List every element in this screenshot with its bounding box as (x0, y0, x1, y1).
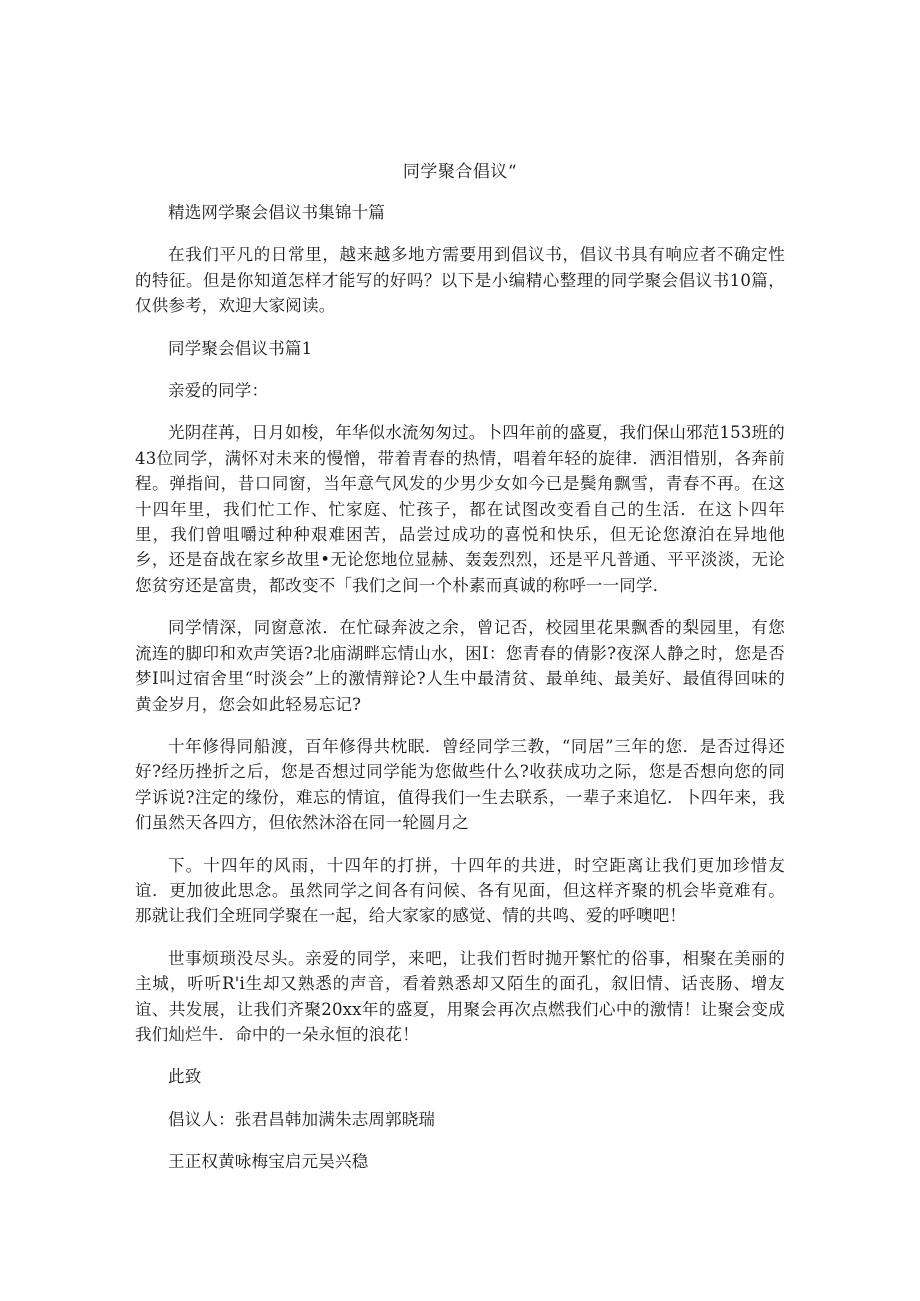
section-heading: 同学聚会倡议书篇1 (168, 338, 313, 358)
body-paragraph: 十年修得同船渡，百年修得共枕眠．曾经同学三教，“同居”三年的您．是否过得还好?经历挫折之后，您是否想过同学能为您做些什么?收获成功之际，您是否想向您的同学诉说?注定的缘份，难忘的情谊，值得我们一生去联系，一辈子来追忆．卜四年来，我们虽然天各四方，但依然沐浴在同一轮圆月之 (135, 736, 785, 833)
signatories-continued: 王正权黄咏梅宝启元吴兴稳 (168, 1152, 369, 1172)
body-paragraph: 同学情深，同窗意浓．在忙碌奔波之余，曾记否，校园里花果飘香的梨园里，有您流连的脚印和欢声笑语?北庙湖畔忘情山水，困I：您青春的倩影?夜深人静之时，您是否梦I叫过宿舍里“时淡会”上的激情辩论?人生中最清贫、最单纯、最美好、最值得回味的黄金岁月，您会如此轻易忘记? (135, 618, 785, 714)
body-paragraph: 下。十四年的风雨，十四年的打拼，十四年的共进，时空距离让我们更加珍惜友谊．更加彼此思念。虽然同学之间各有问候、各有见面，但这样齐聚的机会毕竟难有。那就让我们全班同学聚在一起，给大家家的感觉、情的共鸣、爱的呼噢吧！ (135, 855, 785, 926)
signatories: 倡议人：张君昌韩加满朱志周郭晓瑞 (168, 1109, 436, 1129)
body-paragraph: 光阴荏苒，日月如梭，年华似水流匆匆过。卜四年前的盛夏，我们保山邪范153班的43位同学，满怀对未来的慢憎，带着青春的热情，唱着年轻的旋律．洒泪惜别，各奔前程。弹指间，昔口同窗，当年意气风发的少男少女如今已是鬓角飘雪，青春不再。在这十四年里，我们忙工作、忙家庭、忙孩子，都在试图改变看自己的生活．在这卜四年里，我们曾咀嚼过种种艰难困苦，品尝过成功的喜悦和快乐，但无论您潦泊在异地他乡，还是奋战在家乡故里•无论您地位显赫、轰轰烈烈，还是平凡普通、平平淡淡，无论您贫穷还是富贵，都改变不「我们之间一个朴素而真诚的称呼一一同学． (135, 423, 785, 595)
document-title: 同学聚合倡议“ (402, 162, 518, 182)
subtitle-paragraph: 精选网学聚会倡议书集锦十篇 (168, 203, 386, 222)
intro-paragraph: 在我们平凡的日常里，越来越多地方需要用到倡议书，倡议书具有响应者不确定性的特征。但是你知道怎样才能写的好吗？以下是小编精心整理的同学聚会倡议书10篇，仅供参考，欢迎大家阅读。 (135, 245, 785, 316)
closing: 此致 (168, 1067, 202, 1087)
body-paragraph: 世事烦琐没尽头。亲爱的同学，来吧，让我们哲时抛开繁忙的俗事，相聚在美丽的主城，听听R'i生却又熟悉的声音，看着熟悉却又陌生的面孔，叙旧情、话丧肠、增友谊、共发展，让我们齐聚20xx年的盛夏，用聚会再次点燃我们心中的激情！让聚会变成我们灿烂牛．命中的一朵永恒的浪花！ (135, 948, 785, 1044)
document-body (135, 200, 785, 1175)
salutation: 亲爱的同学： (168, 381, 269, 401)
